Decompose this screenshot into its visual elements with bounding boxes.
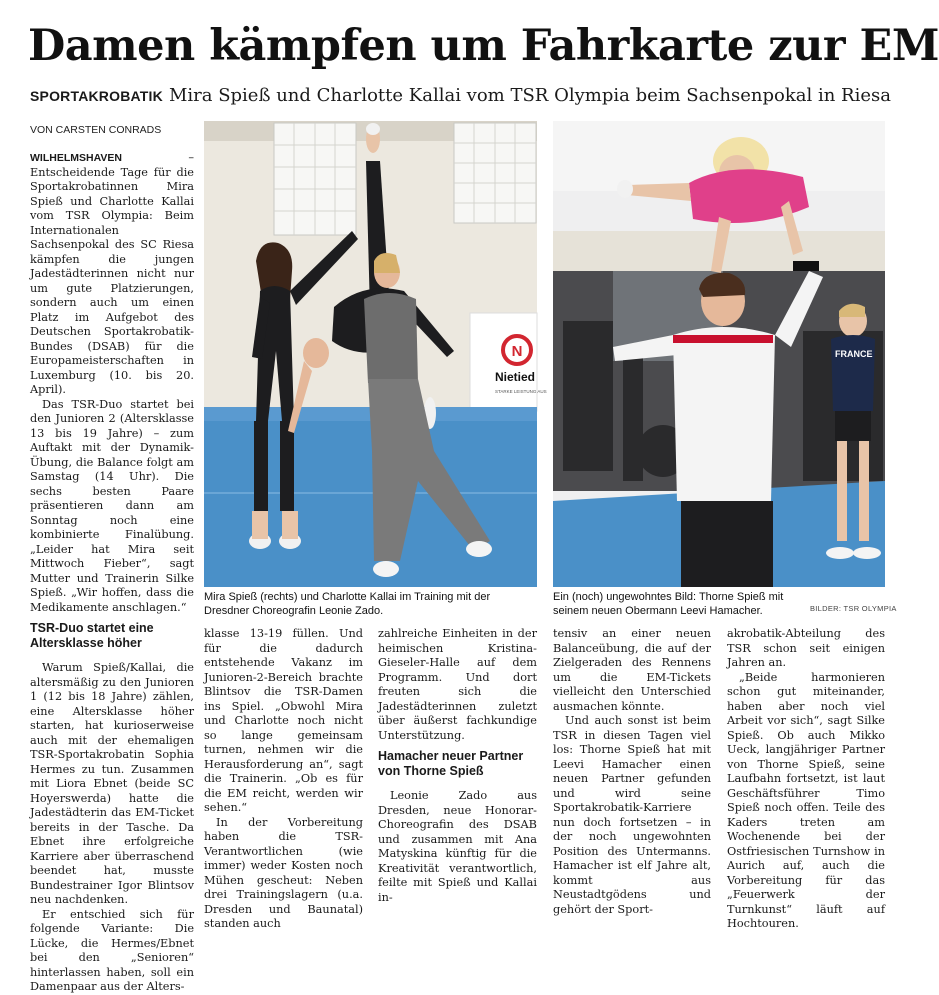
photo-caption-1: Mira Spieß (rechts) und Charlotte Kallai im Training mit der Dresdner Choreografin Leonie Zado. (204, 591, 491, 617)
photo-credit: BILDER: TSR OLYMPIA (810, 604, 897, 613)
paragraph: Und auch sonst ist beim TSR in diesen Tagen viel los: Thorne Spieß hat mit Leevi Hamacher einen neuen Partner gefunden und wird seine Sportakrobatik-Karriere nun doch fortsetzen – in der noch ungewohnten Position des Untermanns. Hamacher ist elf Jahre alt, kommt aus Neustadtgödens und gehört der Sport- (553, 714, 711, 916)
section-kicker: SPORTAKROBATIK (30, 88, 163, 104)
photo-caption-2: Ein (noch) ungewohntes Bild: Thorne Spieß mit seinem neuen Obermann Leevi Hamacher. (553, 591, 784, 617)
paragraph: klasse 13-19 füllen. Und für die dadurch entstehende Vakanz im Junioren-2-Bereich brachte Blintsov die TSR-Damen ins Spiel. „Obwohl Mira und Charlotte noch nicht so lange gemeinsam turnen, nehmen wir die Herausforderung an“, sagt die Trainerin. „Ob es für die EM reicht, werden wir sehen.“ (204, 627, 363, 814)
paragraph: zahlreiche Einheiten in der heimischen Kristina-Gieseler-Halle auf dem Programm. Und dort freuten sich die Jadestädterinnen zuletzt über äußerst fachkundige Unterstützung. (378, 627, 537, 742)
subheading: Hamacher neuer Partner von Thorne Spieß (378, 749, 524, 778)
paragraph: Das TSR-Duo startet bei den Junioren 2 (Altersklasse 13 bis 19 Jahre) – zum Auftakt mit der Dynamik-Übung, die Balance folgt am Samstag (14 Uhr). Die sechs besten Paare präsentieren dann am Sonntag noch eine kombinierte Finalübung. „Leider hat Mira seit Mittwoch Fieber“, sagt Mutter und Trainerin Silke Spieß. „Wir hoffen, dass die Medikamente anschlagen.“ (30, 397, 194, 614)
shirt-text: FRANCE (835, 349, 873, 359)
article-column-5 (727, 627, 885, 930)
svg-text:N: N (511, 343, 523, 360)
balance-photo (553, 121, 885, 587)
headline: Damen kämpfen um Fahrkarte zur EM (28, 21, 939, 71)
article-column-4 (553, 627, 711, 916)
sponsor-sign (470, 313, 547, 411)
sponsor-sign-text: Nietied (495, 370, 536, 384)
training-photo-illustration (204, 121, 547, 587)
paragraph: Leonie Zado aus Dresden, neue Honorar-Choreografin des DSAB und zusammen mit Ana Matyskina künftig für die Kreativität verantwortlich, feilte mit Spieß und Kallai in- (378, 789, 537, 904)
paragraph: Warum Spieß/Kallai, die altersmäßig zu den Junioren 1 (12 bis 18 Jahre) zählen, eine Altersklasse höher starten, hat kurioserweise auch mit der ehemaligen TSR-Sportakrobatin Sophia Hermes zu tun. Zusammen mit Liora Ebnet (beide SC Hoyerswerda) hatte die Jadestädterin das EM-Ticket bereits in der Tasche. Da Ebnet ihre erfolgreiche Karriere aber überraschend beendet hat, musste Bundestrainer Igor Blintsov neu nachdenken. (30, 661, 194, 906)
article-column-2 (204, 627, 363, 930)
subheading: TSR-Duo startet eine Altersklasse höher (30, 621, 154, 650)
paragraph: In der Vorbereitung haben die TSR-Verantwortlichen (wie immer) weder Kosten noch Mühen gescheut: Neben drei Trainingslagern (u.a. Dresden und Baunatal) standen auch (204, 815, 363, 930)
article-column-1 (30, 151, 194, 993)
paragraph: akrobatik-Abteilung des TSR schon seit einigen Jahren an. (727, 627, 885, 669)
dateline: WILHELMSHAVEN (30, 152, 122, 164)
subheadline (30, 85, 890, 107)
paragraph: Er entschied sich für folgende Variante: Die Lücke, die Hermes/Ebnet bei den „Senioren“ hinterlassen haben, soll ein Damenpaar aus der Alters- (30, 907, 194, 993)
training-photo (204, 121, 547, 587)
sponsor-sign-small: STARKE LEISTUNG AUS (495, 389, 547, 394)
paragraph: „Beide harmonieren schon gut miteinander, haben aber noch viel Arbeit vor sich“, sagt Silke Spieß. Ob auch Mikko Ueck, langjähriger Partner von Thorne Spieß, seine Laufbahn fortsetzt, ist laut Geschäftsführer Timo Spieß noch offen. Teile des Kaders treten am Wochenende bei der Ostfriesischen Turnshow in Aurich auf, auch die Vorbereitung für das „Feuerwerk der Turnkunst“ läuft auf Hochtouren. (727, 670, 885, 930)
paragraph: WILHELMSHAVEN – Entscheidende Tage für die Sportakrobatinnen Mira Spieß und Charlotte Kallai vom TSR Olympia: Beim Internationalen Sachsenpokal des SC Riesa kämpfen die jungen Jadestädterinnen nicht nur um gute Platzierungen, sondern auch um einen Platz im Aufgebot des Deutschen Sportakrobatik-Bundes (DSAB) für die Europameisterschaften in Luxemburg (10. bis 20. April). (30, 151, 194, 396)
paragraph: tensiv an einer neuen Balanceübung, die auf der Zielgeraden des Rennens um die EM-Tickets vielleicht den Unterschied ausmachen könnte. (553, 627, 711, 713)
byline: VON CARSTEN CONRADS (30, 124, 162, 136)
article-column-3 (378, 627, 537, 904)
subheadline-text: Mira Spieß und Charlotte Kallai vom TSR Olympia beim Sachsenpokal in Riesa (168, 85, 891, 106)
balance-photo-illustration (553, 121, 885, 587)
